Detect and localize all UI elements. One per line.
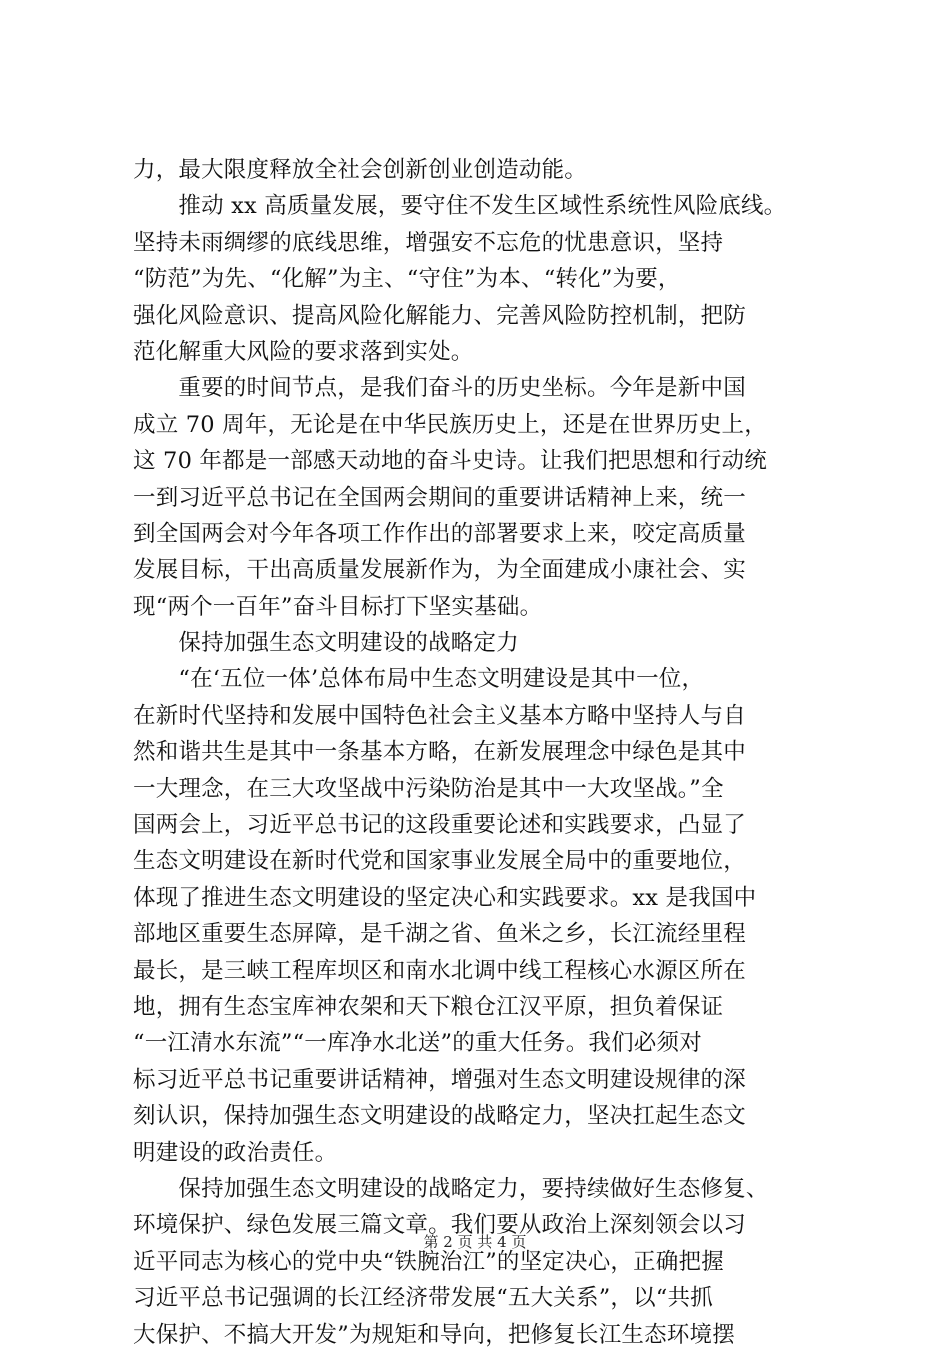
text-line: 一到习近平总书记在全国两会期间的重要讲话精神上来，统一 xyxy=(133,484,746,511)
text-line: 大保护、不搞大开发”为规矩和导向，把修复长江生态环境摆 xyxy=(133,1321,735,1348)
text-line: 发展目标，干出高质量发展新作为，为全面建成小康社会、实 xyxy=(133,557,746,584)
text-line: 现“两个一百年”奋斗目标打下坚实基础。 xyxy=(133,593,543,620)
text-line: 环境保护、绿色发展三篇文章。我们要从政治上深刻领会以习 xyxy=(133,1212,746,1239)
text-line: 体现了推进生态文明建设的坚定决心和实践要求。xx 是我国中 xyxy=(133,884,757,911)
text-line: “在‘五位一体’总体布局中生态文明建设是其中一位， xyxy=(133,666,705,693)
text-line: “一江清水东流”“一库净水北送”的重大任务。我们必须对 xyxy=(133,1030,702,1057)
text-line: 标习近平总书记重要讲话精神，增强对生态文明建设规律的深 xyxy=(133,1066,746,1093)
text-line: 坚持未雨绸缪的底线思维，增强安不忘危的忧患意识，坚持 xyxy=(133,229,724,256)
text-line: 最长，是三峡工程库坝区和南水北调中线工程核心水源区所在 xyxy=(133,957,746,984)
page-number-footer: 第 2 页 共 4 页 xyxy=(423,1233,527,1251)
text-line: 在新时代坚持和发展中国特色社会主义基本方略中坚持人与自 xyxy=(133,702,746,729)
text-line: “防范”为先、“化解”为主、“守住”为本、“转化”为要， xyxy=(133,266,681,293)
text-line: 成立 70 周年，无论是在中华民族历史上，还是在世界历史上， xyxy=(133,411,767,438)
text-line: 明建设的政治责任。 xyxy=(133,1139,338,1166)
text-line: 重要的时间节点，是我们奋斗的历史坐标。今年是新中国 xyxy=(133,375,746,402)
text-line: 部地区重要生态屏障，是千湖之省、鱼米之乡，长江流经里程 xyxy=(133,921,746,948)
text-line: 地，拥有生态宝库神农架和天下粮仓江汉平原，担负着保证 xyxy=(133,993,724,1020)
text-line: 近平同志为核心的党中央“铁腕治江”的坚定决心，正确把握 xyxy=(133,1248,724,1275)
text-line: 到全国两会对今年各项工作作出的部署要求上来，咬定高质量 xyxy=(133,520,746,547)
text-line: 保持加强生态文明建设的战略定力 xyxy=(133,630,519,657)
text-line: 生态文明建设在新时代党和国家事业发展全局中的重要地位， xyxy=(133,848,746,875)
document-body xyxy=(133,152,833,1353)
text-line: 一大理念，在三大攻坚战中污染防治是其中一大攻坚战。”全 xyxy=(133,775,724,802)
text-line: 推动 xx 高质量发展，要守住不发生区域性系统性风险底线。 xyxy=(133,193,787,220)
text-line: 强化风险意识、提高风险化解能力、完善风险防控机制，把防 xyxy=(133,302,746,329)
text-line: 力，最大限度释放全社会创新创业创造动能。 xyxy=(133,157,588,183)
text-line: 这 70 年都是一部感天动地的奋斗史诗。让我们把思想和行动统 xyxy=(133,448,767,475)
text-line: 刻认识，保持加强生态文明建设的战略定力，坚决扛起生态文 xyxy=(133,1103,746,1130)
text-line: 范化解重大风险的要求落到实处。 xyxy=(133,338,474,365)
text-line: 国两会上，习近平总书记的这段重要论述和实践要求，凸显了 xyxy=(133,812,746,839)
text-line: 然和谐共生是其中一条基本方略，在新发展理念中绿色是其中 xyxy=(133,739,746,766)
text-line: 习近平总书记强调的长江经济带发展“五大关系”，以“共抓 xyxy=(133,1285,713,1312)
text-line: 保持加强生态文明建设的战略定力，要持续做好生态修复、 xyxy=(133,1175,769,1202)
